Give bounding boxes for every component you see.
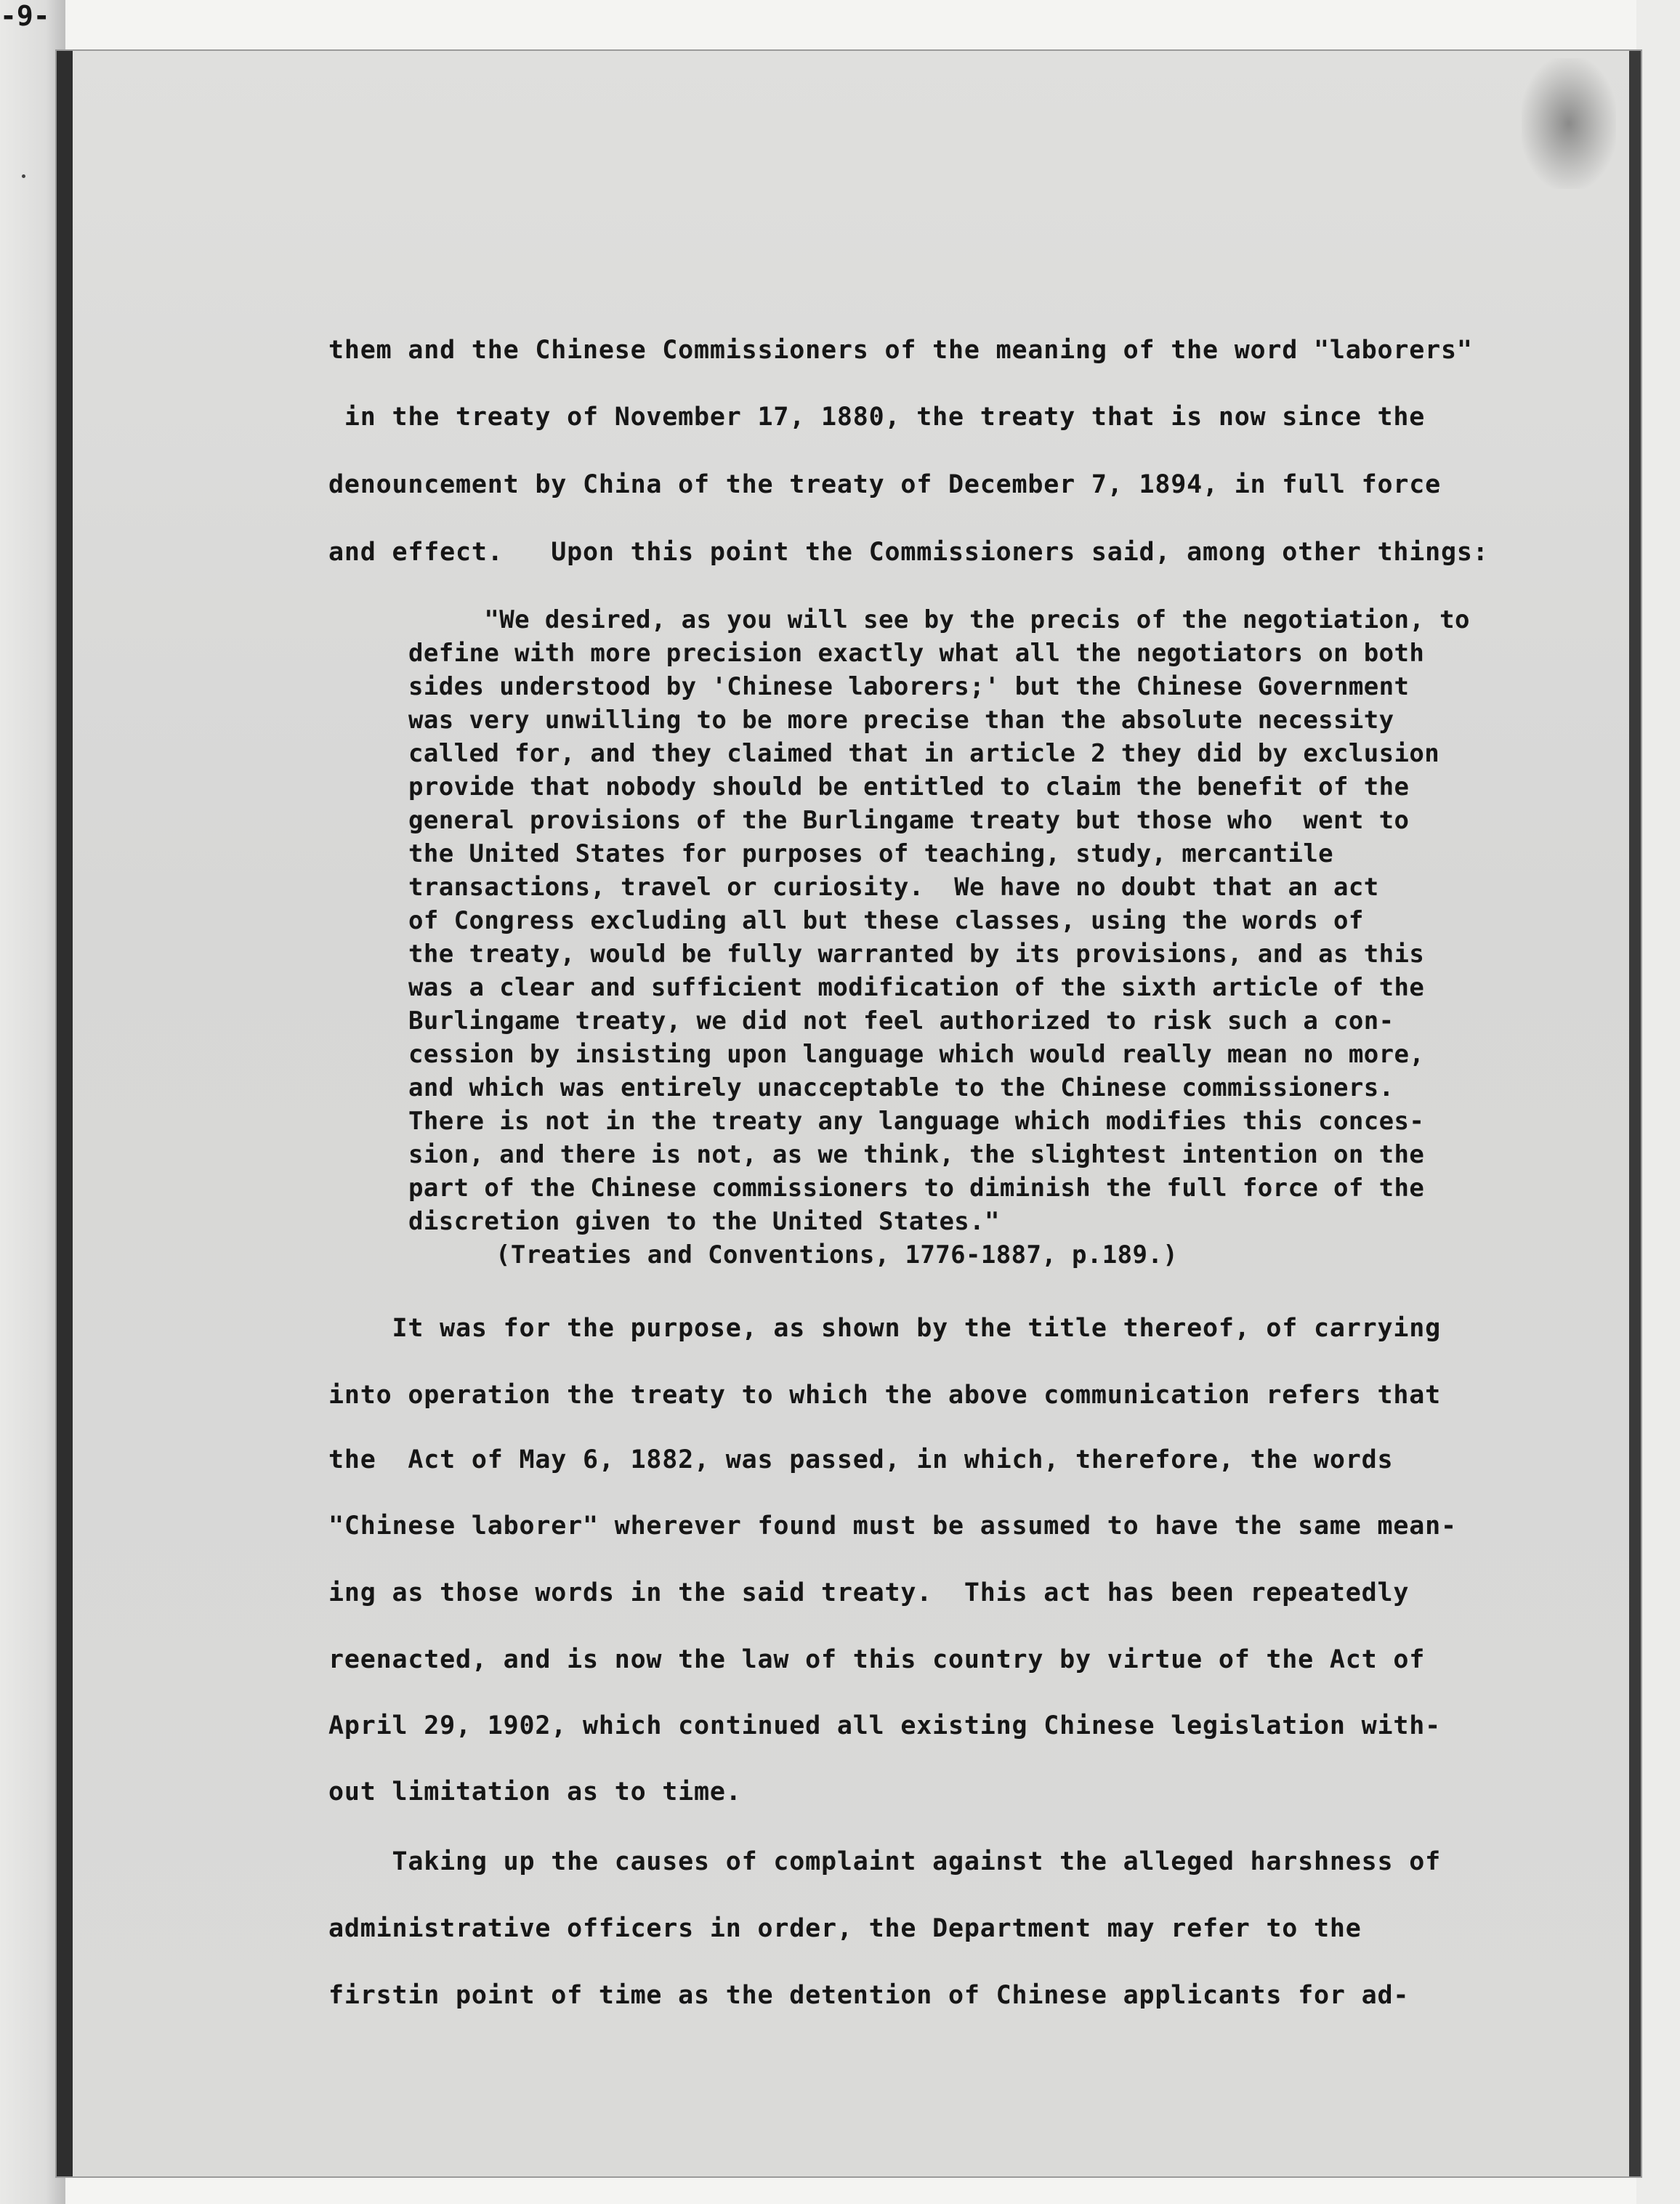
quote-line: There is not in the treaty any language which modifies this conces- — [408, 1107, 1425, 1136]
paragraph1-line: them and the Chinese Commissioners of the meaning of the word "laborers" — [328, 336, 1473, 365]
page-number: -9- — [0, 0, 50, 32]
paragraph3-line: Taking up the causes of complaint against the alleged harshness of — [328, 1847, 1442, 1876]
quote-line: provide that nobody should be entitled to claim the benefit of the — [408, 772, 1410, 802]
quote-line: called for, and they claimed that in article 2 they did by exclusion — [408, 739, 1440, 768]
quote-line: define with more precision exactly what all the negotiators on both — [408, 639, 1425, 668]
quote-line: sion, and there is not, as we think, the slightest intention on the — [408, 1140, 1425, 1169]
quote-line: was a clear and sufficient modification of the sixth article of the — [408, 973, 1425, 1002]
quote-line: the United States for purposes of teaching, study, mercantile — [408, 839, 1334, 868]
quote-line: transactions, travel or curiosity. We have no doubt that an act — [408, 873, 1379, 902]
quote-line: sides understood by 'Chinese laborers;' but the Chinese Government — [408, 672, 1410, 701]
quote-line: general provisions of the Burlingame treaty but those who went to — [408, 806, 1410, 835]
quote-line: Burlingame treaty, we did not feel authorized to risk such a con- — [408, 1006, 1394, 1036]
paragraph2-line: out limitation as to time. — [328, 1777, 742, 1807]
paragraph2-line: the Act of May 6, 1882, was passed, in which, therefore, the words — [328, 1445, 1394, 1474]
paragraph2-line: ing as those words in the said treaty. This act has been repeatedly — [328, 1578, 1410, 1607]
paragraph2-line: It was for the purpose, as shown by the title thereof, of carrying — [328, 1314, 1442, 1343]
quote-line: part of the Chinese commissioners to diminish the full force of the — [408, 1174, 1425, 1203]
paragraph2-line: April 29, 1902, which continued all existing Chinese legislation with- — [328, 1711, 1442, 1740]
quote-line: discretion given to the United States." — [408, 1207, 1000, 1236]
dust-speck — [22, 174, 25, 178]
paragraph3-line: administrative officers in order, the Department may refer to the — [328, 1914, 1362, 1943]
page-smudge — [1522, 58, 1616, 189]
paragraph3-line: firstin point of time as the detention of Chinese applicants for ad- — [328, 1981, 1410, 2010]
paragraph1-line: in the treaty of November 17, 1880, the treaty that is now since the — [328, 403, 1426, 432]
quote-line: "We desired, as you will see by the precis of the negotiation, to — [408, 605, 1470, 634]
quote-line: cession by insisting upon language which would really mean no more, — [408, 1040, 1425, 1069]
quote-line: was very unwilling to be more precise than the absolute necessity — [408, 706, 1394, 735]
citation: (Treaties and Conventions, 1776-1887, p.189.) — [496, 1240, 1179, 1269]
scan-backdrop-right — [1636, 0, 1680, 2204]
quote-line: the treaty, would be fully warranted by its provisions, and as this — [408, 940, 1425, 969]
paragraph2-line: into operation the treaty to which the above communication refers that — [328, 1381, 1442, 1410]
paragraph1-line: denouncement by China of the treaty of December 7, 1894, in full force — [328, 470, 1442, 499]
quote-line: and which was entirely unacceptable to the Chinese commissioners. — [408, 1073, 1394, 1102]
paragraph2-line: "Chinese laborer" wherever found must be assumed to have the same mean- — [328, 1511, 1457, 1541]
paragraph1-line: and effect. Upon this point the Commissioners said, among other things: — [328, 538, 1489, 567]
scan-backdrop-left — [0, 0, 65, 2204]
paragraph2-line: reenacted, and is now the law of this country by virtue of the Act of — [328, 1645, 1426, 1674]
quote-line: of Congress excluding all but these classes, using the words of — [408, 906, 1364, 935]
